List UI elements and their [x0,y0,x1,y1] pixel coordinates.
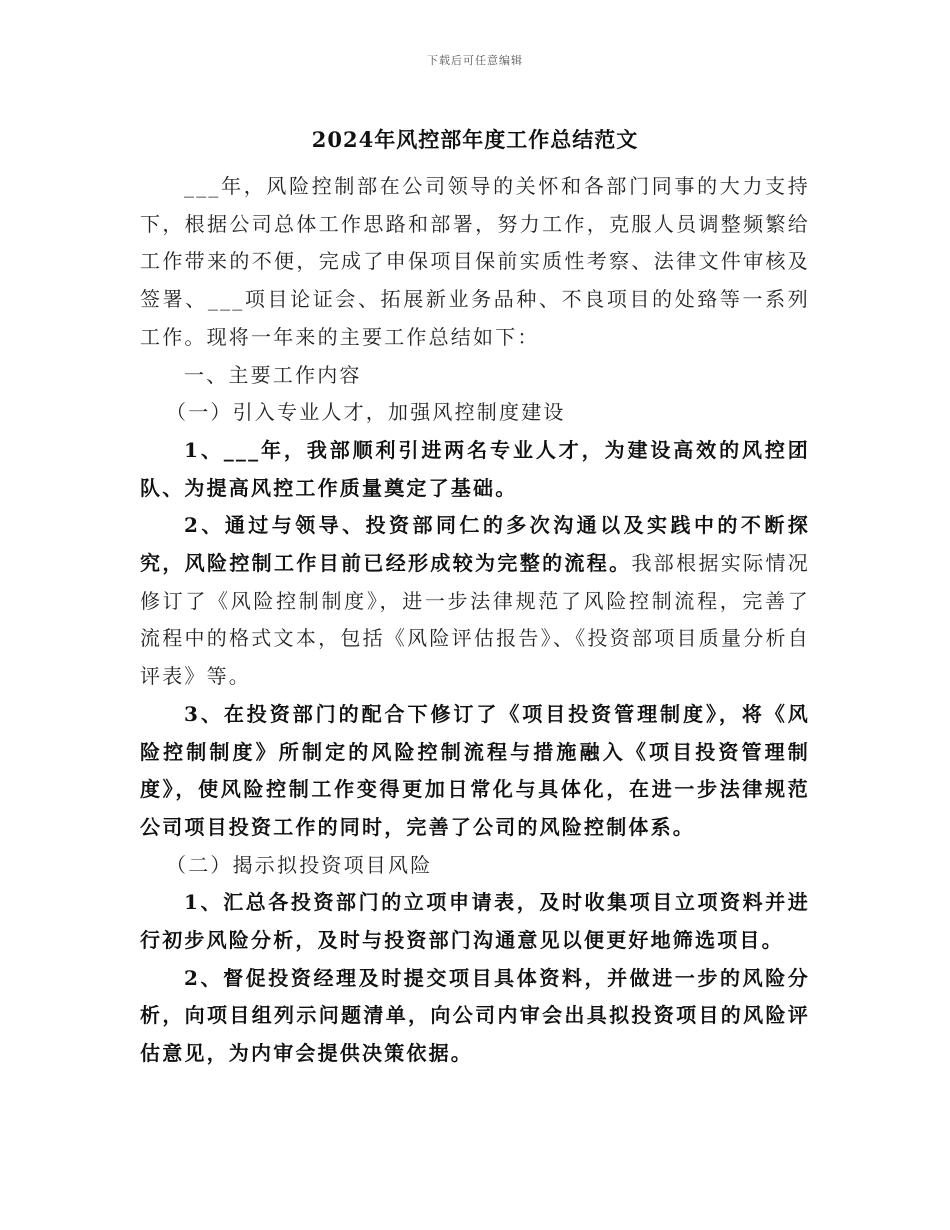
paragraph-item-mixed [140,507,810,696]
document-title: 2024年风控部年度工作总结范文 [311,127,639,152]
section-heading: 一、主要工作内容 [184,362,362,387]
paragraph-item: 1、___年，我部顺利引进两名专业人才，为建设高效的风控团队、为提高风控工作质量奠定了基础。 [140,437,810,500]
paragraph-item: 3、在投资部门的配合下修订了《项目投资管理制度》，将《风险控制制度》所制定的风险控制流程与措施融入《项目投资管理制度》，使风险控制工作变得更加日常化与具体化，在进一步法律规范公司项目投资工作的同时，完善了公司的风险控制体系。 [140,701,810,839]
intro-paragraph: ___年，风险控制部在公司领导的关怀和各部门同事的大力支持下，根据公司总体工作思路和部署，努力工作，克服人员调整频繁给工作带来的不便，完成了申保项目保前实质性考察、法律文件审核及签署、___项目论证会、拓展新业务品种、不良项目的处臵等一系列工作。现将一年来的主要工作总结如下： [140,174,810,349]
paragraph-item: 2、督促投资经理及时提交项目具体资料，并做进一步的风险分析，向项目组列示问题清单，向公司内审会出具拟投资项目的风险评估意见，为内审会提供决策依据。 [140,965,810,1066]
subsection-heading: （二）揭示拟投资项目风险 [166,852,433,877]
subsection-heading: （一）引入专业人才，加强风控制度建设 [166,400,566,425]
paragraph-item: 1、汇总各投资部门的立项申请表，及时收集项目立项资料并进行初步风险分析，及时与投资部门沟通意见以便更好地筛选项目。 [140,890,810,953]
paragraph-bold-part: 2、通过与领导、投资部同仁的多次沟通以及实践中的不断探究，风险控制工作目前已经形成较为完整的流程。 [140,513,810,576]
header-note: 下载后可任意编辑 [427,54,523,67]
document-body [140,168,810,1073]
paragraph-normal-part: 我部根据实际情况修订了《风险控制制度》，进一步法律规范了风险控制流程，完善了流程中的格式文本，包括《风险评估报告》、《投资部项目质量分析自评表》等。 [140,551,810,689]
